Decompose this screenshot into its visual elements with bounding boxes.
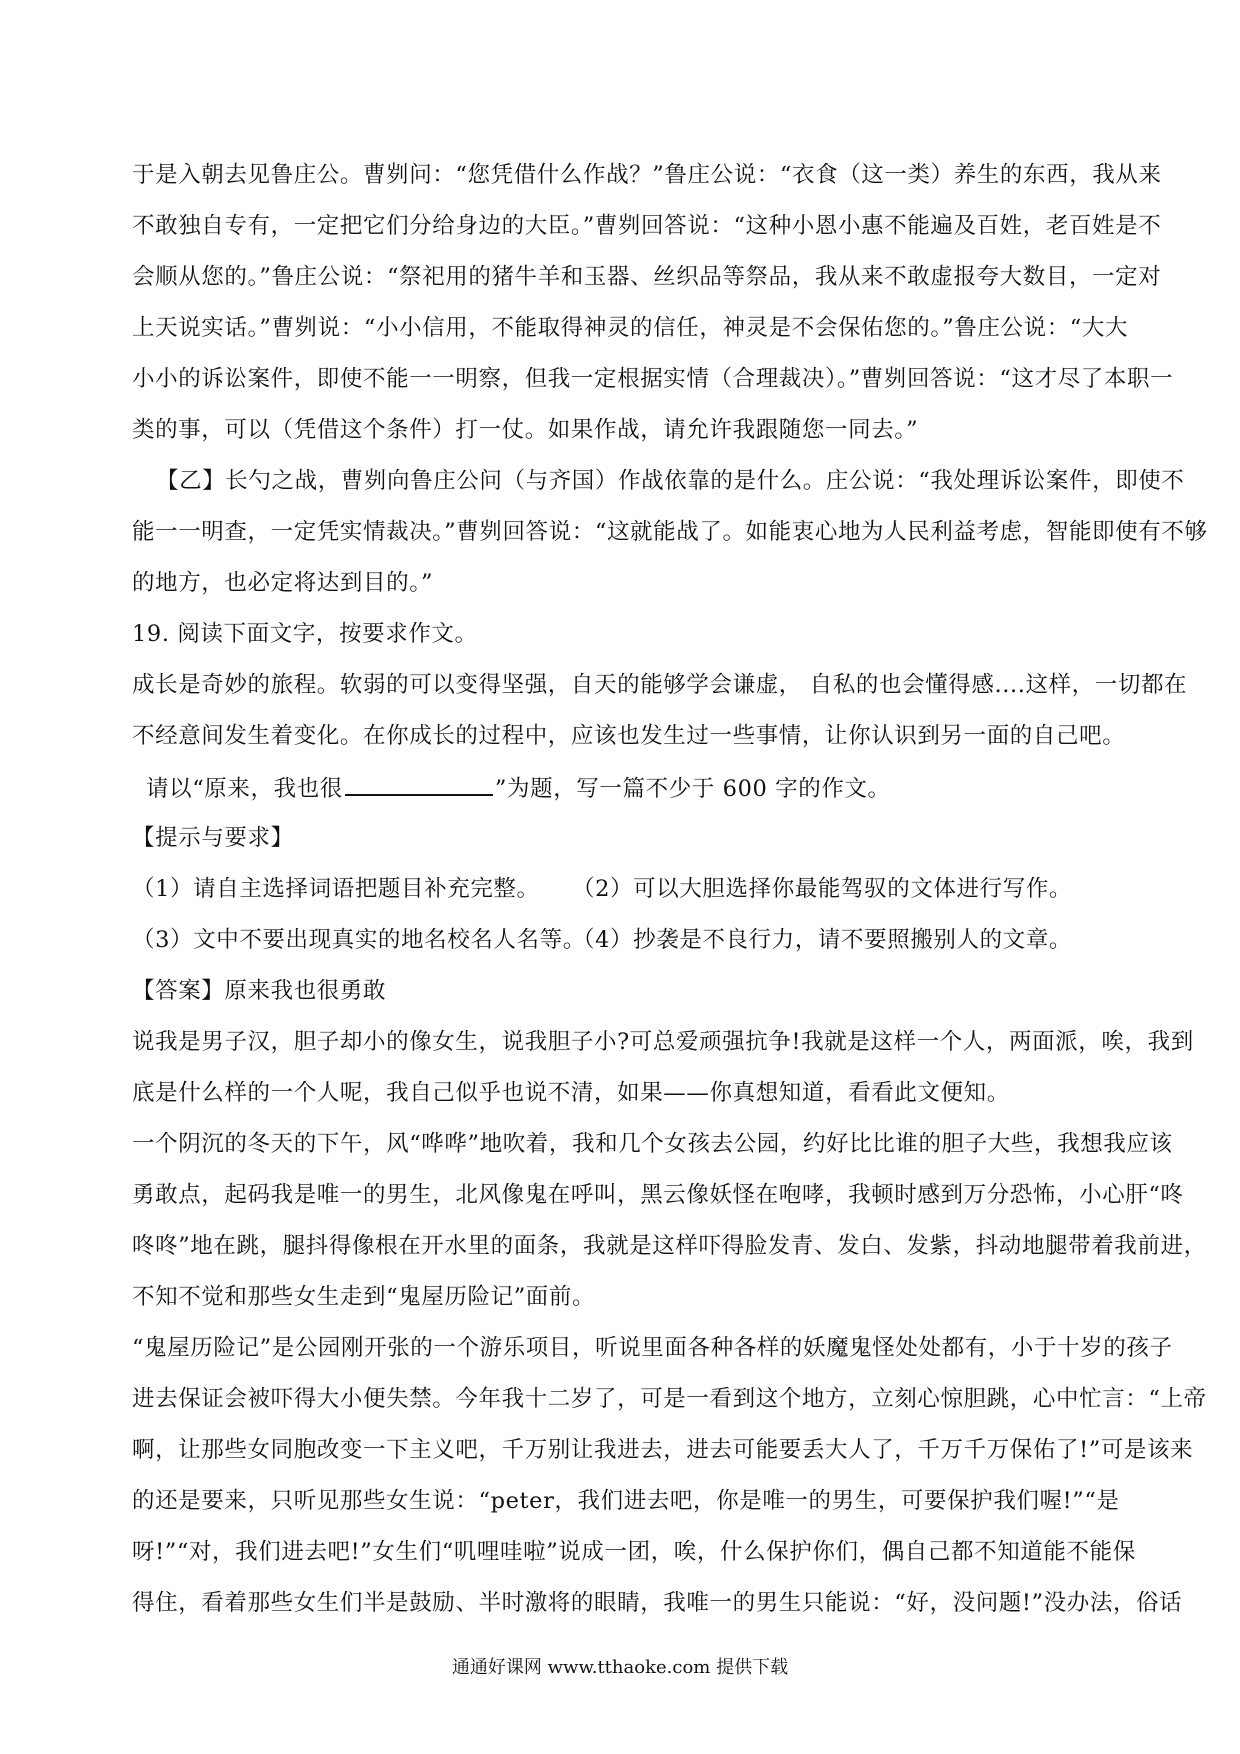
essay-line: 得住，看着那些女生们半是鼓励、半时激将的眼睛，我唯一的男生只能说：“好，没问题!”没办法，俗话 (132, 1590, 1183, 1616)
passage-line: 能一一明查，一定凭实情裁决。”曹刿回答说：“这就能战了。如能衷心地为人民利益考虑，智能即使有不够 (132, 519, 1208, 545)
tip-item: （2）可以大胆选择你最能驾驭的文体进行写作。 (572, 876, 1073, 902)
essay-line: 一个阴沉的冬天的下午，风“哗哗”地吹着，我和几个女孩去公园，约好比比谁的胆子大些，我想我应该 (132, 1131, 1173, 1157)
essay-line: 不知不觉和那些女生走到“鬼屋历险记”面前。 (132, 1284, 596, 1310)
passage-line: 不敢独自专有，一定把它们分给身边的大臣。”曹刿回答说：“这种小恩小惠不能遍及百姓，老百姓是不 (132, 213, 1162, 239)
essay-line: 啊，让那些女同胞改变一下主义吧，千万别让我进去，进去可能要丢大人了，千万千万保佑了!”可是该来 (132, 1437, 1194, 1463)
tip-item: （1）请自主选择词语把题目补充完整。 (132, 876, 540, 902)
title-instruction-before: 请以“原来，我也很 (146, 776, 343, 802)
passage-line: 会顺从您的。”鲁庄公说：“祭祀用的猪牛羊和玉器、丝织品等祭品，我从来不敢虚报夸大数目，一定对 (132, 264, 1162, 290)
title-blank (345, 772, 493, 796)
essay-line: 咚咚”地在跳，腿抖得像根在开水里的面条，我就是这样吓得脸发青、发白、发紫，抖动地腿带着我前进， (132, 1233, 1207, 1259)
passage-line: 【乙】长勺之战，曹刿向鲁庄公问（与齐国）作战依靠的是什么。庄公说：“我处理诉讼案件，即使不 (156, 468, 1185, 494)
passage-line: 类的事，可以（凭借这个条件）打一仗。如果作战，请允许我跟随您一同去。” (132, 417, 919, 443)
essay-line: “鬼屋历险记”是公园刚开张的一个游乐项目，听说里面各种各样的妖魔鬼怪处处都有，小于十岁的孩子 (132, 1335, 1173, 1361)
passage-line: 上天说实话。”曹刿说：“小小信用，不能取得神灵的信任，神灵是不会保佑您的。”鲁庄公说：“大大 (132, 315, 1129, 341)
tip-item: （3）文中不要出现真实的地名校名人名等。 (132, 927, 586, 953)
prompt-line: 不经意间发生着变化。在你成长的过程中，应该也发生过一些事情，让你认识到另一面的自己吧。 (132, 723, 1126, 749)
tip-item: （4）抄袭是不良行力，请不要照搬别人的文章。 (572, 927, 1073, 953)
prompt-line: 成长是奇妙的旅程。软弱的可以变得坚强，自天的能够学会谦虚， 自私的也会懂得感....这样，一切都在 (132, 672, 1188, 698)
essay-line: 底是什么样的一个人呢，我自己似乎也说不清，如果——你真想知道，看看此文便知。 (132, 1080, 1010, 1106)
question-heading: 19. 阅读下面文字，按要求作文。 (132, 621, 478, 647)
passage-line: 于是入朝去见鲁庄公。曹刿问：“您凭借什么作战？”鲁庄公说：“衣食（这一类）养生的东西，我从来 (132, 162, 1162, 188)
tips-heading: 【提示与要求】 (132, 825, 294, 851)
answer-heading: 【答案】原来我也很勇敢 (132, 978, 387, 1004)
title-instruction (146, 772, 1146, 804)
essay-line: 进去保证会被吓得大小便失禁。今年我十二岁了，可是一看到这个地方，立刻心惊胆跳，心中忙言：“上帝 (132, 1386, 1207, 1412)
passage-line: 的地方，也必定将达到目的。” (132, 570, 434, 596)
essay-line: 的还是要来，只听见那些女生说：“peter，我们进去吧，你是唯一的男生，可要保护我们喔!”“是 (132, 1488, 1120, 1514)
essay-line: 勇敢点，起码我是唯一的男生，北风像鬼在呼叫，黑云像妖怪在咆哮，我顿时感到万分恐怖，小心肝“咚 (132, 1182, 1184, 1208)
page-footer: 通通好课网 www.tthaoke.com 提供下载 (451, 1657, 789, 1678)
passage-line: 小小的诉讼案件，即使不能一一明察，但我一定根据实情（合理裁决）。”曹刿回答说：“这才尽了本职一 (132, 366, 1174, 392)
essay-line: 呀!”“对，我们进去吧!”女生们“叽哩哇啦”说成一团，唉，什么保护你们，偶自己都不知道能不能保 (132, 1539, 1136, 1565)
essay-line: 说我是男子汉，胆子却小的像女生，说我胆子小?可总爱顽强抗争!我就是这样一个人，两面派，唉，我到 (132, 1029, 1194, 1055)
title-instruction-after: ”为题，写一篇不少于 600 字的作文。 (494, 776, 891, 802)
